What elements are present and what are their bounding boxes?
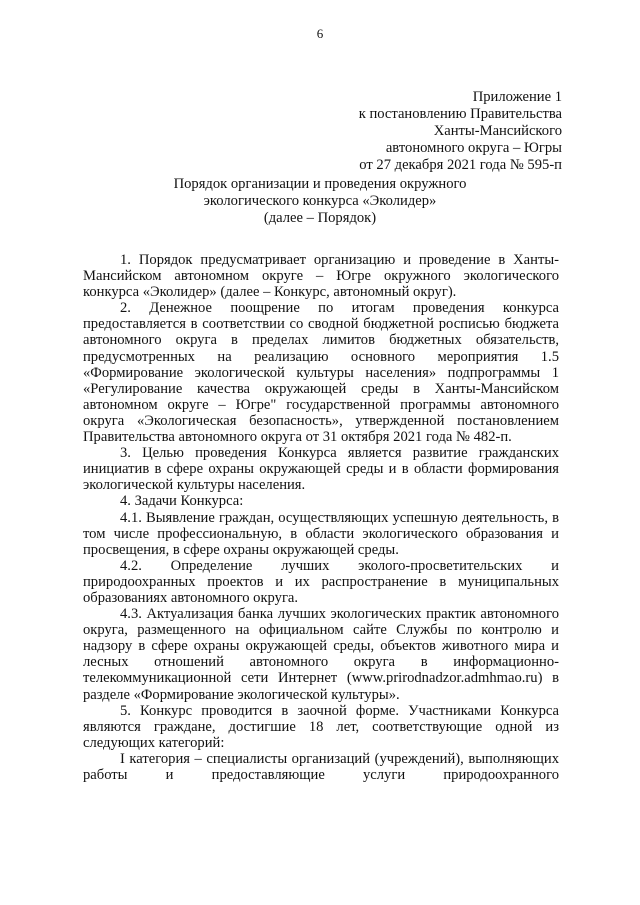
paragraph-2: 2. Денежное поощрение по итогам проведения конкурса предоставляется в соответствии со сводной бюджетной росписью бюджета автономного округа в пределах лимитов бюджетных обязательств, предусмотренных на реализацию основного мероприятия 1.5 «Формирование экологической культуры населения» подпрограммы 1 «Регулирование качества окружающей среды в Ханты-Мансийском автономном округе – Югре" государственной программы автономного округа «Экологическая безопасность», утвержденной постановлением Правительства автономного округа от 31 октября 2021 года № 482-п.: [83, 300, 559, 446]
title-line: (далее – Порядок): [263, 210, 377, 226]
paragraph-4-3: 4.3. Актуализация банка лучших экологических практик автономного округа, размещенного на официальном сайте Службы по контролю и надзору в сфере охраны окружающей среды, объектов животного мира и лесных отношений автономного округа в информационно-телекоммуникационной сети Интернет (www.prirodnadzor.admhmao.ru) в разделе «Формирование экологической культуры».: [83, 606, 559, 703]
page-number: 6: [316, 26, 324, 41]
appendix-line: к постановлению Правительства: [358, 106, 562, 122]
appendix-header: [359, 89, 562, 174]
paragraph-4-2: 4.2. Определение лучших эколого-просветительских и природоохранных проектов и их распространение в муниципальных образованиях автономного округа.: [83, 557, 559, 606]
title-line: Порядок организации и проведения окружного: [173, 176, 467, 192]
paragraph-4-1: 4.1. Выявление граждан, осуществляющих успешную деятельность, в том числе профессиональную, в области экологического образования и просвещения, в сфере охраны окружающей среды.: [83, 509, 559, 558]
document-body: [83, 252, 559, 783]
title-line: экологического конкурса «Эколидер»: [203, 193, 437, 209]
paragraph-5: 5. Конкурс проводится в заочной форме. Участниками Конкурса являются граждане, достигшие 18 лет, соответствующие одной из следующих категорий:: [83, 702, 559, 751]
appendix-line: от 27 декабря 2021 года № 595-п: [359, 157, 562, 173]
appendix-line: Приложение 1: [472, 89, 562, 105]
paragraph-1: 1. Порядок предусматривает организацию и проведение в Ханты-Мансийском автономном округе – Югре окружного экологического конкурса «Эколидер» (далее – Конкурс, автономный округ).: [83, 252, 559, 301]
paragraph-category-1: I категория – специалисты организаций (учреждений), выполняющих работы и предоставляющие услуги природоохранного: [83, 750, 559, 783]
paragraph-4: 4. Задачи Конкурса:: [120, 493, 244, 510]
appendix-line: Ханты-Мансийского: [433, 123, 562, 139]
document-title: [0, 176, 640, 227]
paragraph-3: 3. Целью проведения Конкурса является развитие гражданских инициатив в сфере охраны окружающей среды и в области формирования экологической культуры населения.: [83, 445, 559, 494]
appendix-line: автономного округа – Югры: [385, 140, 562, 156]
